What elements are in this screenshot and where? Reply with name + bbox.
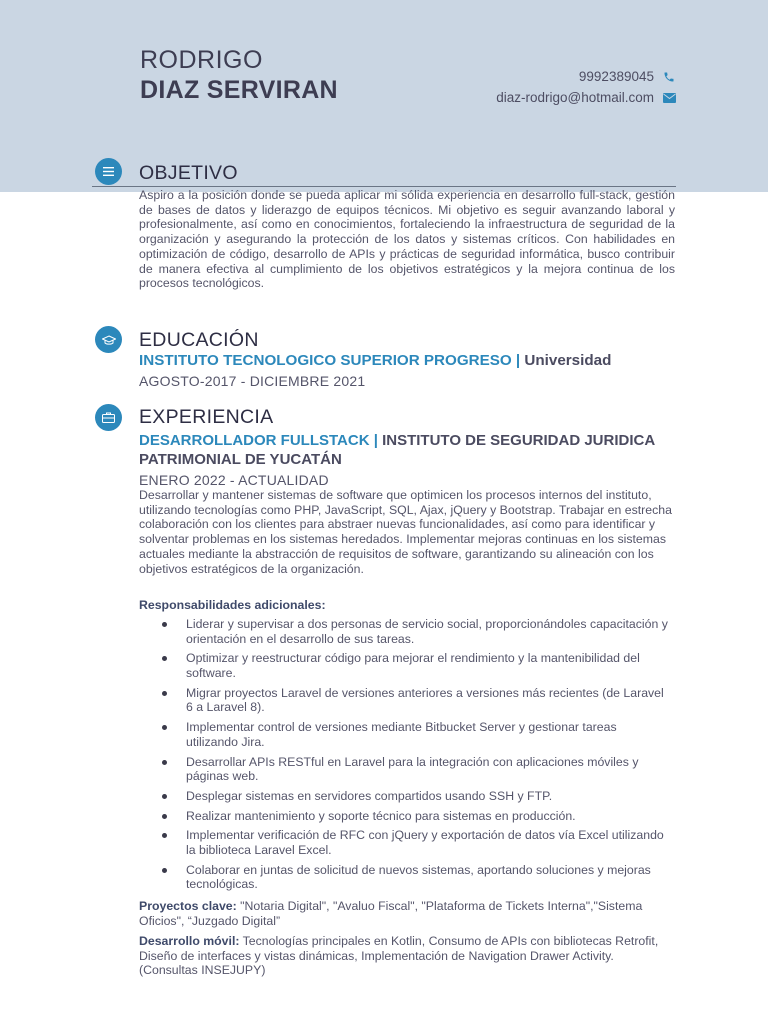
- bullet-dot: [162, 868, 167, 873]
- education-title: EDUCACIÓN: [139, 329, 259, 351]
- job-line: [139, 431, 679, 469]
- job-description: Desarrollar y mantener sistemas de software que optimicen los procesos internos del instituto, utilizando tecnologías como PHP, JavaScript, SQL, Ajax, jQuery y Bootstrap. Trabajar en estrecha colaboración con los clientes para abstraer nuevas funcionalidades, así como para identificar y solventar problemas en los sistemas heredados. Implementar mejoras continuas en los sistemas actuales mediante la abstracción de requisitos de software, garantizando su alineación con los objetivos estratégicos de la organización.: [139, 488, 672, 576]
- bullet-dot: [162, 622, 167, 627]
- bullet-dot: [162, 814, 167, 819]
- email-row: [496, 87, 676, 108]
- list-item: Colaborar en juntas de solicitud de nuevos sistemas, aportando soluciones y mejoras tecnológicas.: [160, 863, 670, 892]
- key-projects-text: "Notaria Digital", "Avaluo Fiscal", "Plataforma de Tickets Interna","Sistema Oficios", “Juzgado Digital”: [139, 899, 643, 928]
- key-projects: [139, 899, 675, 928]
- education-separator: |: [515, 352, 521, 369]
- job-role: DESARROLLADOR FULLSTACK: [139, 432, 370, 449]
- list-item: Implementar verificación de RFC con jQuery y exportación de datos vía Excel utilizando la biblioteca Laravel Excel.: [160, 828, 670, 857]
- key-projects-label: Proyectos clave:: [139, 899, 237, 913]
- graduation-cap-icon: [95, 326, 122, 353]
- bullet-dot: [162, 760, 167, 765]
- contact-block: [496, 66, 676, 108]
- experience-title: EXPERIENCIA: [139, 406, 274, 428]
- mobile-label: Desarrollo móvil:: [139, 934, 240, 948]
- bullet-dot: [162, 833, 167, 838]
- list-icon: [95, 158, 122, 185]
- institution-name: INSTITUTO TECNOLOGICO SUPERIOR PROGRESO: [139, 352, 512, 369]
- list-item: Liderar y supervisar a dos personas de servicio social, proporcionándoles capacitación y orientación en el desarrollo de sus tareas.: [160, 617, 670, 646]
- phone-number[interactable]: 9992389045: [578, 69, 654, 84]
- degree-name: Universidad: [524, 352, 612, 369]
- list-item: Implementar control de versiones mediante Bitbucket Server y gestionar tareas utilizando Jira.: [160, 720, 670, 749]
- bullet-dot: [162, 725, 167, 730]
- job-dates: ENERO 2022 - ACTUALIDAD: [139, 472, 329, 488]
- list-item: Desplegar sistemas en servidores compartidos usando SSH y FTP.: [160, 789, 670, 804]
- mobile-development: [139, 934, 675, 978]
- list-item: Optimizar y reestructurar código para mejorar el rendimiento y la mantenibilidad del software.: [160, 651, 670, 680]
- bullet-dot: [162, 656, 167, 661]
- responsibilities-label: Responsabilidades adicionales:: [139, 598, 326, 612]
- education-dates: AGOSTO-2017 - DICIEMBRE 2021: [139, 373, 366, 389]
- list-item: Realizar mantenimiento y soporte técnico para sistemas en producción.: [160, 809, 670, 824]
- envelope-icon: [662, 91, 676, 105]
- list-item: Desarrollar APIs RESTful en Laravel para la integración con aplicaciones móviles y páginas web.: [160, 755, 670, 784]
- last-name: DIAZ SERVIRAN: [140, 76, 338, 104]
- phone-row: [496, 66, 676, 87]
- phone-icon: [662, 70, 676, 84]
- job-separator: |: [373, 432, 378, 449]
- first-name: RODRIGO: [140, 46, 263, 74]
- email-address[interactable]: diaz-rodrigo@hotmail.com: [496, 90, 654, 105]
- mobile-text: Tecnologías principales en Kotlin, Consumo de APIs con bibliotecas Retrofit, Diseño de interfaces y vistas dinámicas, Implementación de Navigation Drawer Activity. (Consultas INSEJUPY): [139, 934, 659, 978]
- bullet-dot: [162, 794, 167, 799]
- job-company: INSTITUTO DE SEGURIDAD JURIDICA PATRIMONIAL DE YUCATÁN: [139, 432, 655, 468]
- list-item: Migrar proyectos Laravel de versiones anteriores a versiones más recientes (de Laravel 6 a Laravel 8).: [160, 686, 670, 715]
- briefcase-icon: [95, 404, 122, 431]
- bullet-dot: [162, 691, 167, 696]
- responsibilities-list: [160, 617, 670, 897]
- objective-title: OBJETIVO: [139, 162, 238, 184]
- objective-divider: [92, 186, 676, 187]
- education-line: [139, 352, 611, 369]
- objective-text: Aspiro a la posición donde se pueda aplicar mi sólida experiencia en desarrollo full-stack, gestión de bases de datos y liderazgo de equipos técnicos. Mi objetivo es seguir avanzando laboral y profesionalmente, así como en conocimientos, fortaleciendo la infraestructura de seguridad de la organización y asegurando la protección de los datos y sistemas críticos. Con habilidades en optimización de código, desarrollo de APIs y prácticas de seguridad informática, busco contribuir de manera efectiva al cumplimiento de los objetivos estratégicos y la mejora continua de los procesos tecnológicos.: [139, 188, 675, 291]
